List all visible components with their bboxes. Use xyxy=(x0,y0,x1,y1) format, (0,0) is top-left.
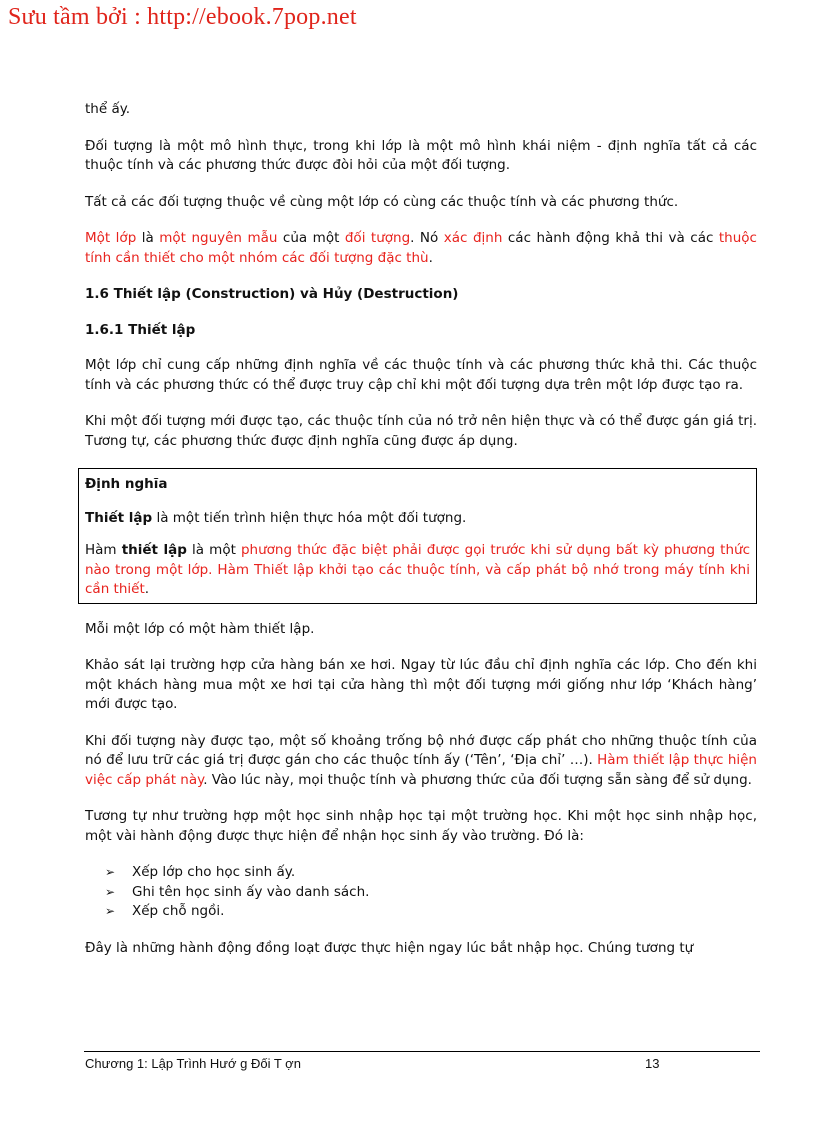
bullet-list xyxy=(85,863,757,922)
paragraph xyxy=(85,732,757,791)
highlight-text: xác định xyxy=(443,230,503,246)
text-run: . xyxy=(144,581,150,597)
list-item-text: Xếp lớp cho học sinh ấy. xyxy=(132,864,296,880)
text-run: . xyxy=(428,249,433,266)
paragraph: Tất cả các đối tượng thuộc về cùng một lớp có cùng các thuộc tính và các phương thức. xyxy=(85,193,679,210)
list-item xyxy=(105,902,757,922)
watermark-url: Sưu tầm bởi : http://ebook.7pop.net xyxy=(8,4,357,30)
text-run: các hành động khả thi và các xyxy=(502,230,719,246)
footer-chapter-title: Chương 1: Lập Trình Hướ g Đối T ợn xyxy=(85,1056,301,1071)
definition-term: thiết lập xyxy=(121,542,187,558)
subsection-heading: 1.6.1 Thiết lập xyxy=(85,321,196,338)
highlight-text: một nguyên mẫu xyxy=(159,230,278,246)
section-heading: 1.6 Thiết lập (Construction) và Hủy (Destruction) xyxy=(85,286,459,302)
text-run: . Vào lúc này, mọi thuộc tính và phương thức của đối tượng sẵn sàng để sử dụng. xyxy=(203,771,752,788)
text-run: Hàm xyxy=(85,542,122,558)
list-item-text: Ghi tên học sinh ấy vào danh sách. xyxy=(132,883,370,900)
paragraph: Tương tự như trường hợp một học sinh nhập học tại một trường học. Khi một học sinh nhập học, một vài hành động được thực hiện để nhận học sinh ấy vào trường. Đó là: xyxy=(85,808,757,844)
definition-line xyxy=(85,509,750,529)
definition-line xyxy=(85,541,750,600)
paragraph: Đây là những hành động đồng loạt được thực hiện ngay lúc bắt nhập học. Chúng tương tự xyxy=(85,939,694,956)
page-number: 13 xyxy=(645,1056,660,1071)
text-run: là một tiến trình hiện thực hóa một đối tượng. xyxy=(152,509,467,526)
arrow-bullet-icon: ➢ xyxy=(105,865,116,879)
paragraph: Khảo sát lại trường hợp cửa hàng bán xe hơi. Ngay từ lúc đầu chỉ định nghĩa các lớp. Cho đến khi một khách hàng mua một xe hơi tại cửa hàng thì một đối tượng mới giống như lớp ‘Khách hàng’ mới được tạo. xyxy=(85,657,757,712)
text-run: . Nó xyxy=(410,230,444,246)
arrow-bullet-icon: ➢ xyxy=(105,904,116,918)
paragraph: Một lớp chỉ cung cấp những định nghĩa về các thuộc tính và các phương thức khả thi. Các thuộc tính và các phương thức có thể được truy cập chỉ khi một đối tượng dựa trên một lớp được tạo ra. xyxy=(85,357,757,393)
arrow-bullet-icon: ➢ xyxy=(105,884,116,899)
text-run: của một xyxy=(277,230,345,246)
list-item xyxy=(105,863,757,883)
text-run: Khi đối tượng này được tạo, một số khoảng trống bộ nhớ được cấp phát cho những thuộc tính của nó để lưu trữ các giá trị được gán cho các thuộc tính ấy (‘Tên’, ‘Địa chỉ’ …). xyxy=(85,732,757,768)
highlight-text: phương thức đặc biệt phải được gọi trước khi sử dụng bất kỳ phương thức nào trong một lớp. Hàm Thiết lập khởi tạo các thuộc tính, và cấp phát bộ nhớ trong máy tính khi cần thiết xyxy=(85,542,751,597)
highlight-text: đối tượng xyxy=(344,230,411,246)
paragraph: Khi một đối tượng mới được tạo, các thuộc tính của nó trở nên hiện thực và có thể được gán giá trị. Tương tự, các phương thức được định nghĩa cũng được áp dụng. xyxy=(85,413,757,449)
highlight-text: Hàm thiết lập thực hiện việc cấp phát này xyxy=(85,752,757,788)
paragraph: Đối tượng là một mô hình thực, trong khi lớp là một mô hình khái niệm - định nghĩa tất cả các thuộc tính và các phương thức được đòi hỏi của một đối tượng. xyxy=(85,137,757,173)
footer-divider xyxy=(84,1051,760,1052)
paragraph: Mỗi một lớp có một hàm thiết lập. xyxy=(85,620,315,637)
list-item xyxy=(105,883,757,903)
highlight-text: Một lớp xyxy=(85,230,137,246)
highlight-text: thuộc tính cần thiết cho một nhóm các đối tượng đặc thù xyxy=(85,230,757,266)
list-item-text: Xếp chỗ ngồi. xyxy=(132,903,225,919)
page-content xyxy=(85,100,757,975)
definition-title: Định nghĩa xyxy=(85,476,168,492)
paragraph: thể ấy. xyxy=(85,101,131,117)
text-run: là xyxy=(136,230,160,246)
text-run: là một xyxy=(186,542,241,558)
definition-term: Thiết lập xyxy=(85,509,153,526)
paragraph-class-prototype xyxy=(85,229,757,268)
definition-box xyxy=(78,468,757,604)
